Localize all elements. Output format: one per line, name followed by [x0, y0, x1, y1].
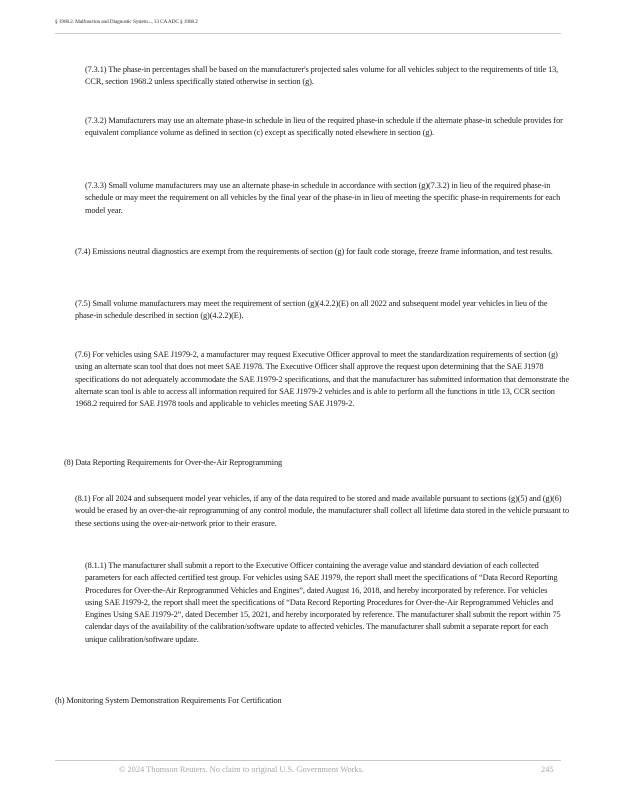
footer-divider	[55, 760, 561, 761]
paragraph-8-1-1: (8.1.1) The manufacturer shall submit a report to the Executive Officer containing the average value and standard deviation of each collected parameters for each affected certified test group. For vehicles using SAE J1979, the report shall meet the specifications of “Data Record Reporting Procedures for Over-the-Air Reprogrammed Vehicles and Engines”, dated August 16, 2018, and hereby incorporated by reference. For vehicles using SAE J1979-2, the report shall meet the specifications of “Data Record Reporting Procedures for Over-the-Air Reprogrammed Vehicles and Engines Using SAE J1979-2”, dated December 15, 2021, and hereby incorporated by reference. The manufacturer shall submit the report within 75 calendar days of the availability of the calibration/software update to affected vehicles. The manufacturer shall submit a separate report for each unique calibration/software update.	[85, 561, 561, 644]
section-heading-8: (8) Data Reporting Requirements for Over-the-Air Reprogramming	[64, 458, 283, 467]
running-header: § 1968.2. Malfunction and Diagnostic System..., 13 CA ADC § 1968.2	[55, 19, 198, 25]
paragraph-7-5: (7.5) Small volume manufacturers may meet the requirement of section (g)(4.2.2)(E) on all 2022 and subsequent model year vehicles in lieu of the phase-in schedule described in section (g)(4.2.2)(E).	[75, 299, 548, 321]
header-divider	[55, 33, 561, 34]
paragraph-8-1: (8.1) For all 2024 and subsequent model year vehicles, if any of the data required to be stored and made available pursuant to sections (g)(5) and (g)(6) would be erased by an over-the-air reprogramming of any control module, the manufacturer shall collect all lifetime data stored in the vehicle pursuant to these sections using the over-air-network prior to their erasure.	[75, 494, 570, 528]
page-number: 245	[541, 765, 554, 774]
paragraph-7-3-2: (7.3.2) Manufacturers may use an alternate phase-in schedule in lieu of the required phase-in schedule if the alternate phase-in schedule provides for equivalent compliance volume as defined in section (c) except as specifically noted elsewhere in section (g).	[85, 116, 563, 138]
paragraph-7-3-1: (7.3.1) The phase-in percentages shall be based on the manufacturer's projected sales volume for all vehicles subject to the requirements of title 13, CCR, section 1968.2 unless specifically stated otherwise in section (g).	[85, 65, 559, 87]
section-heading-h: (h) Monitoring System Demonstration Requirements For Certification	[55, 696, 282, 705]
paragraph-7-3-3: (7.3.3) Small volume manufacturers may use an alternate phase-in schedule in accordance with section (g)(7.3.2) in lieu of the required phase-in schedule or may meet the requirement on all vehicles by the final year of the phase-in in lieu of meeting the specific phase-in requirements for each model year.	[85, 181, 561, 215]
paragraph-7-6: (7.6) For vehicles using SAE J1979-2, a manufacturer may request Executive Officer approval to meet the standardization requirements of section (g) using an alternate scan tool that does not meet SAE J1978. The Executive Officer shall approve the request upon determining that the SAE J1978 specifications do not adequately accommodate the SAE J1979-2 specifications, and that the manufacturer has submitted information that demonstrate the alternate scan tool is able to access all information required for SAE J1979-2 vehicles and is able to perform all the functions in title 13, CCR section 1968.2 required for SAE J1978 tools and applicable to vehicles meeting SAE J1979-2.	[75, 350, 570, 409]
copyright-notice: © 2024 Thomson Reuters. No claim to original U.S. Government Works.	[119, 765, 364, 774]
paragraph-7-4: (7.4) Emissions neutral diagnostics are exempt from the requirements of section (g) for fault code storage, freeze frame information, and test results.	[75, 247, 553, 256]
